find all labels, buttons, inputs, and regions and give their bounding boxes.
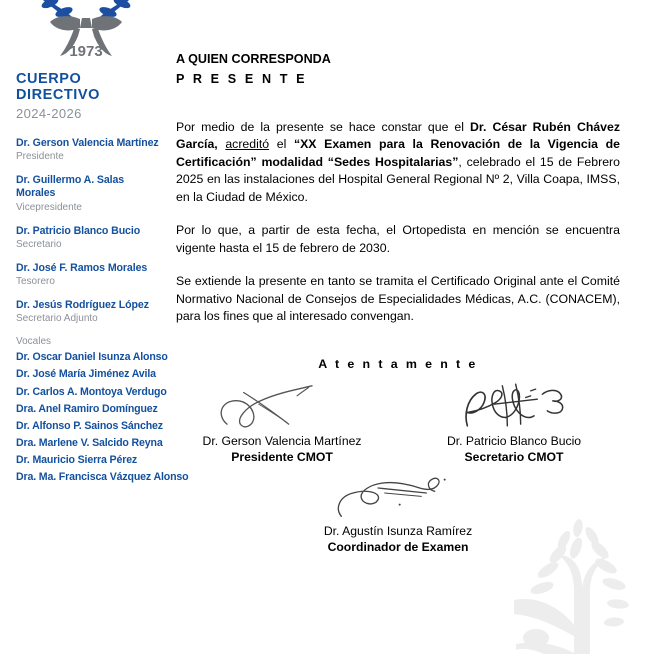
officers-list bbox=[16, 137, 164, 325]
p1-acredito: acreditó bbox=[225, 137, 270, 152]
addressee-line-1: A QUIEN CORRESPONDA bbox=[176, 52, 331, 66]
signature-role: Secretario CMOT bbox=[464, 449, 564, 464]
paragraph-2: Por lo que, a partir de esta fecha, el Ortopedista en mención se encuentra vigente hasta el 15 de febrero de 2030. bbox=[176, 223, 620, 255]
signature-name: Dr. Agustín Isunza Ramírez bbox=[323, 523, 473, 538]
officer-item bbox=[16, 174, 164, 213]
officer-role: Vicepresidente bbox=[16, 201, 82, 213]
officer-name: Dr. Jesús Rodríguez López bbox=[16, 299, 149, 312]
paragraph-1 bbox=[176, 119, 620, 206]
handwritten-signature-agustin bbox=[292, 471, 504, 523]
vocal-name: Dr. Mauricio Sierra Pérez bbox=[16, 454, 138, 467]
officer-name: Dr. José F. Ramos Morales bbox=[16, 261, 148, 274]
officer-item bbox=[16, 225, 164, 251]
officer-role: Presidente bbox=[16, 151, 64, 163]
vocal-name: Dr. Carlos A. Montoya Verdugo bbox=[16, 385, 167, 398]
paragraph-3: Se extiende la presente en tanto se tramita el Certificado Original ante el Comité Normativo Nacional de Consejos de Especialidades Médicas, A.C. (CONACEM), para los fines que al interesado convengan. bbox=[176, 274, 620, 324]
vocal-name: Dra. Ma. Francisca Vázquez Alonso bbox=[16, 471, 189, 484]
vocal-name: Dr. Oscar Daniel Isunza Alonso bbox=[16, 351, 168, 364]
logo-year: 1973 bbox=[69, 43, 103, 60]
handwritten-signature-gerson bbox=[176, 375, 388, 433]
officer-item bbox=[16, 137, 164, 163]
officer-name: Dr. Patricio Blanco Bucio bbox=[16, 224, 141, 237]
p1-text-1: Por medio de la presente se hace constar que el bbox=[176, 120, 471, 135]
officer-role: Secretario bbox=[16, 238, 62, 250]
signature-block-secretario bbox=[408, 375, 620, 465]
org-years: 2024-2026 bbox=[16, 105, 82, 121]
org-title: CUERPO DIRECTIVO bbox=[16, 71, 100, 103]
signature-name: Dr. Patricio Blanco Bucio bbox=[446, 433, 582, 448]
vocal-name: Dr. José María Jiménez Avila bbox=[16, 368, 156, 381]
sidebar bbox=[0, 0, 189, 640]
officer-role: Tesorero bbox=[16, 276, 55, 288]
laurel-wreath-ribbon-logo bbox=[16, 0, 156, 60]
vocal-name: Dr. Alfonso P. Sainos Sánchez bbox=[16, 419, 163, 432]
signature-block-presidente bbox=[176, 375, 388, 465]
officer-name: Dr. Gerson Valencia Martínez bbox=[16, 136, 159, 149]
signature-name: Dr. Gerson Valencia Martínez bbox=[202, 433, 362, 448]
handwritten-signature-patricio bbox=[408, 375, 620, 433]
p1-text-3: el bbox=[269, 137, 294, 152]
officer-item bbox=[16, 262, 164, 288]
closing-atentamente: A t e n t a m e n t e bbox=[318, 356, 478, 371]
vocales-list bbox=[16, 349, 189, 486]
signature-role: Presidente CMOT bbox=[231, 449, 333, 464]
p1-exam-title: “XX Examen para la Renovación de la Vigencia de Certificación” modalidad “Sedes Hospitalarias” bbox=[176, 137, 620, 169]
vocal-name: Dra. Marlene V. Salcido Reyna bbox=[16, 437, 163, 450]
officer-item bbox=[16, 299, 164, 325]
letter-body bbox=[176, 0, 620, 640]
officer-name: Dr. Guillermo A. Salas Morales bbox=[16, 174, 125, 200]
signature-block-coordinador bbox=[292, 471, 504, 555]
signature-row bbox=[176, 375, 620, 465]
addressee-block bbox=[176, 50, 620, 89]
p1-doctor-name: Dr. César Rubén Chávez García, bbox=[176, 120, 620, 152]
addressee-line-2: P R E S E N T E bbox=[176, 71, 308, 86]
vocales-label: Vocales bbox=[16, 336, 52, 348]
signature-role: Coordinador de Examen bbox=[327, 539, 469, 554]
officer-role: Secretario Adjunto bbox=[16, 313, 98, 325]
p1-text-4: , celebrado el 15 de Febrero 2025 en las instalaciones del Hospital General Regional Nº 2, Villa Coapa, IMSS, en la Ciudad de México. bbox=[176, 154, 620, 204]
vocal-name: Dra. Anel Ramiro Domínguez bbox=[16, 402, 158, 415]
